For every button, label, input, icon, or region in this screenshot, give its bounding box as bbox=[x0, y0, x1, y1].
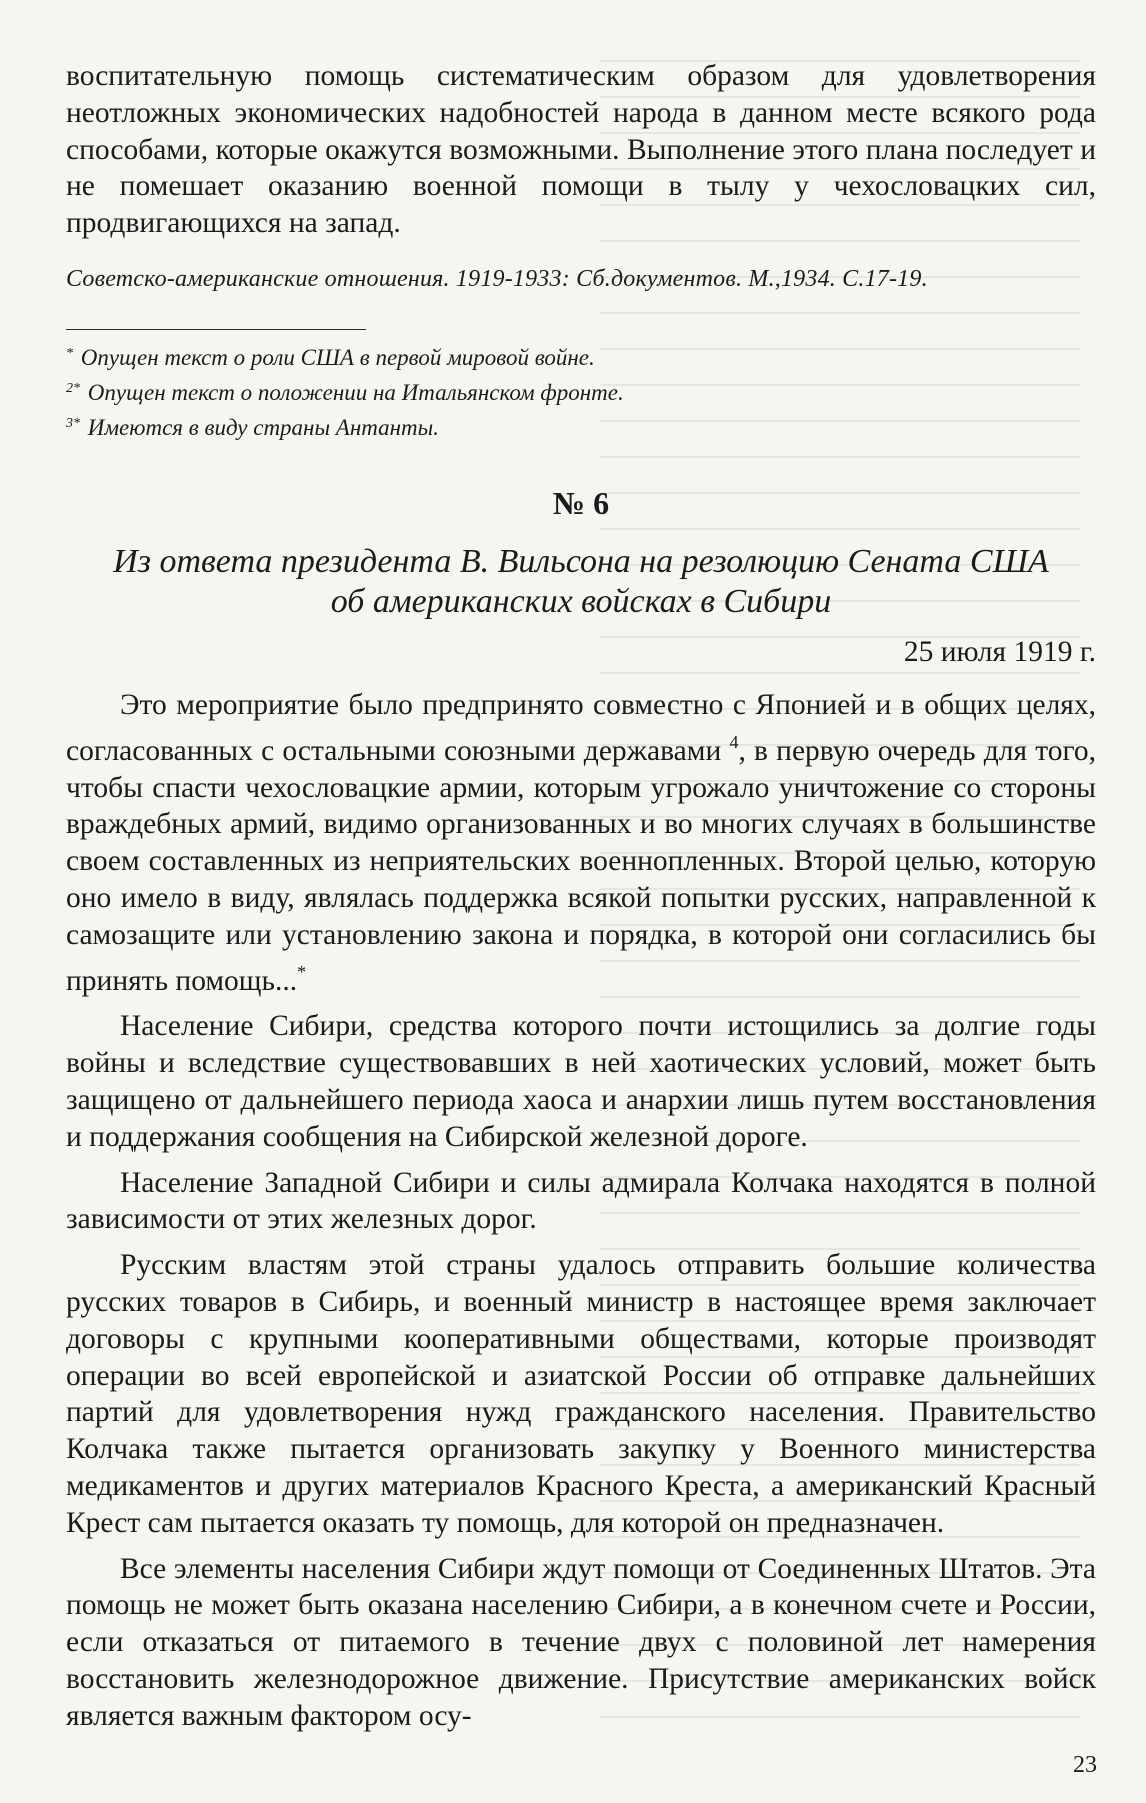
source-citation: Советско-американские отношения. 1919-1933: Сб.документов. М.,1934. С.17-19. bbox=[66, 265, 928, 292]
footnote-2 bbox=[66, 373, 1096, 408]
footnote-2-text: Опущен текст о положении на Итальянском фронте. bbox=[87, 379, 624, 405]
document-title-line-2: об американских войсках в Сибири bbox=[330, 582, 832, 620]
paragraph-4: Русским властям этой страны удалось отправить большие количества русских товаров в Сибирь, и военный министр в настоящее время заключает договоры с крупными кооперативными обществами, которые производят операции во всей европейской и азиатской России об отправке дальнейших партий для удовлетворения нужд гражданского населения. Правительство Колчака также пытается организовать закупку у Военного министерства медикаментов и других материалов Красного Креста, а американский Красный Крест сам пытается оказать ту помощь, для которой он предназначен. bbox=[66, 1249, 1096, 1539]
paragraph-3: Население Западной Сибири и силы адмирала Колчака находятся в полной зависимости от этих железных дорог. bbox=[66, 1166, 1096, 1236]
document-title-line-1: Из ответа президента В. Вильсона на резолюцию Сената США bbox=[113, 542, 1049, 580]
footnote-1-text: Опущен текст о роли США в первой мировой войне. bbox=[80, 344, 595, 370]
footnote-3-text: Имеются в виду страны Антанты. bbox=[87, 414, 439, 440]
paragraph-2: Население Сибири, средства которого почти истощились за долгие годы войны и вследствие существовавших в ней хаотических условий, может быть защищено от дальнейшего периода хаоса и анархии лишь путем восстановления и поддержания сообщения на Сибирской железной дороге. bbox=[66, 1010, 1096, 1153]
footnote-rule bbox=[66, 329, 366, 330]
document-date: 25 июля 1919 г. bbox=[903, 635, 1096, 668]
reference-mark-4: 4 bbox=[729, 731, 739, 752]
paragraph-5: Все элементы населения Сибири ждут помощи от Соединенных Штатов. Эта помощь не может быть оказана населению Сибири, а в конечном счете и России, если отказаться от питаемого в течение двух с половиной лет намерения восстановить железнодорожное движение. Присутствие американских войск является важным фактором осу- bbox=[66, 1552, 1096, 1732]
footnote-mark: * bbox=[297, 961, 307, 982]
footnote-3-mark: 3* bbox=[66, 415, 80, 431]
top-paragraph: воспитательную помощь систематическим образом для удовлетворения неотложных экономических надобностей народа в данном месте всякого рода способами, которые окажутся возможными. Выполнение этого плана последует и не помешает оказанию военной помощи в тылу у чехословацких сил, продвигающихся на запад. bbox=[66, 60, 1096, 240]
footnote-3 bbox=[66, 408, 1096, 443]
document-title bbox=[66, 542, 1096, 622]
page-number: 23 bbox=[1073, 1752, 1097, 1778]
page-content bbox=[66, 58, 1096, 1735]
footnote-1 bbox=[66, 338, 1096, 373]
paragraph-1-part-a: Это мероприятие было предпринято совместно с Японией и в общих целях, согласованных с остальными союзными державами bbox=[66, 688, 1096, 767]
footnote-2-mark: 2* bbox=[66, 380, 80, 396]
paragraph-1 bbox=[66, 687, 1096, 999]
document-number: № 6 bbox=[552, 484, 610, 521]
footnote-1-mark: * bbox=[66, 345, 73, 361]
paragraph-1-part-b: , в первую очередь для того, чтобы спасти чехословацкие армии, которым угрожало уничтожение со стороны враждебных армий, видимо организованных и во многих случаях в большинстве своем составленных из неприятельских военнопленных. Второй целью, которую оно имело в виду, являлась поддержка всякой попытки русских, направленной к самозащите или установлению закона и порядка, в которой они согласились бы принять помощь... bbox=[66, 734, 1096, 997]
